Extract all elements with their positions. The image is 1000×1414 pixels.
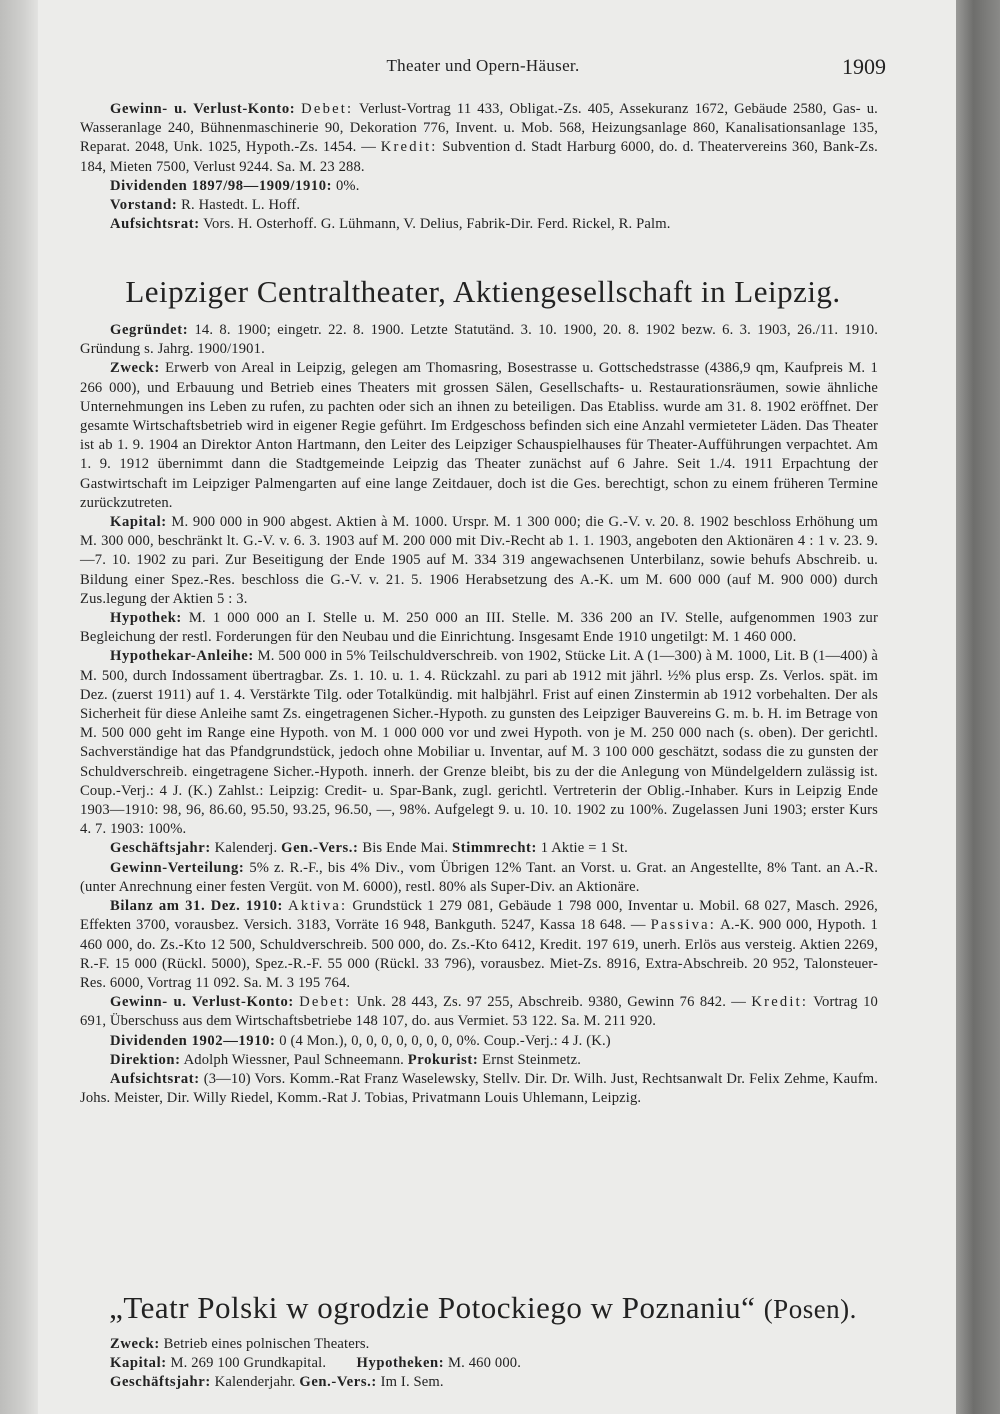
- geschaeftsjahr-3-text: Kalenderjahr.: [214, 1374, 296, 1391]
- company-heading-poznan: [80, 1290, 886, 1326]
- aufsichtsrat-paragraph: [80, 215, 878, 234]
- zweck-3-text: Betrieb eines polnischen Theaters.: [163, 1336, 370, 1352]
- kredit-2-label: Kredit:: [751, 994, 809, 1011]
- company-heading-leipzig: Leipziger Centraltheater, Aktiengesellschaft in Leipzig.: [125, 274, 841, 309]
- prokurist-label: Prokurist:: [407, 1051, 479, 1068]
- geschaeftsjahr-3-label: Geschäftsjahr:: [110, 1374, 211, 1391]
- entry-continuation: [80, 100, 878, 234]
- dividenden-2-paragraph: [80, 1032, 878, 1051]
- direktion-label: Direktion:: [110, 1051, 181, 1068]
- debet-2-text: Unk. 28 443, Zs. 97 255, Abschreib. 9380, Gewinn 76 842. —: [356, 994, 747, 1011]
- hypotheken-3-label: Hypotheken:: [356, 1355, 445, 1372]
- zweck-text: Erwerb von Areal in Leipzig, gelegen am Thomasring, Bosestrasse u. Gottschedstrasse (4386,9 qm, Kaufpreis M. 1 266 000), und Erbauung und Betrieb eines Theaters mit grossen Sälen, Gesellschafts- u. Restaurationsräumen, sowie ähnliche Unternehmungen ins Leben zu rufen, zu pachten oder sich an ihnen zu beteiligen. Das Etabliss. wurde am 31. 8. 1902 eröffnet. Der gesamte Wirtschaftsbetrieb wird in eigener Regie geführt. Im Erdgeschoss befinden sich eine Anzahl vermieteter Läden. Das Theater ist ab 1. 9. 1904 an Direktor Anton Hartmann, den Leiter des Leipziger Schauspielhauses für Theater-Aufführungen verpachtet. Am 1. 9. 1912 übernimmt dann die Stadtgemeinde Leipzig das Theater zunächst auf 6 Jahre. Seit 1./4. 1911 Erpachtung der Gastwirtschaft im Leipziger Palmengarten auf eine lange Zeitdauer, doch ist die Ges. berechtigt, schon zu einem früheren Termine zurückzutreten.: [80, 360, 878, 511]
- gewinn-verlust-paragraph: [80, 100, 878, 177]
- zweck-3-label: Zweck:: [110, 1336, 160, 1352]
- zweck-3-paragraph: [80, 1335, 878, 1354]
- dividenden-2-label: Dividenden 1902—1910:: [110, 1032, 276, 1049]
- heading-poznan-main: „Teatr Polski w ogrodzie Potockiego w Poznaniu“: [109, 1290, 756, 1325]
- vorstand-paragraph: [80, 196, 878, 215]
- aktiva-label: Aktiva:: [288, 898, 348, 915]
- zweck-label: Zweck:: [110, 360, 160, 377]
- passiva-label: Passiva:: [650, 917, 716, 934]
- zweck-paragraph: [80, 359, 878, 513]
- hypothek-label: Hypothek:: [110, 610, 182, 627]
- hypotheken-3-text: M. 460 000.: [448, 1355, 522, 1372]
- aufsichtsrat-2-text: (3—10) Vors. Komm.-Rat Franz Waselewsky, Stellv. Dir. Dr. Wilh. Just, Rechtsanwalt Dr. Felix Zehme, Kaufm. Johs. Meister, Dir. Willy Riedel, Komm.-Rat J. Tobias, Privatmann Louis Uhlemann, Leipzig.: [80, 1070, 878, 1107]
- page-number: 1909: [842, 54, 886, 79]
- dividenden-2-text: 0 (4 Mon.), 0, 0, 0, 0, 0, 0, 0, 0%. Coup.-Verj.: 4 J. (K.): [279, 1032, 611, 1049]
- kredit-label: Kredit:: [380, 139, 438, 156]
- scan-margin-left: [0, 0, 38, 1414]
- passiva-text: A.-K. 900 000, Hypoth. 1 460 000, do. Zs.-Kto 12 500, Schuldverschreib. 500 000, do. Zs.-Kto 6412, Kredit. 197 619, unerh. Erlös aus versteig. Aktien 2269, R.-F. 15 000 (Rückl. 5000), Spez.-R.-F. 55 000 (Rückl. 33 796), vorausbez. Miet-Zs. 8916, Extra-Abschreib. 20 952, Talonsteuer-Res. 6000, Vortrag 11 092. Sa. M. 3 195 764.: [80, 917, 878, 991]
- genvers-label: Gen.-Vers.:: [281, 840, 359, 857]
- vorstand-label: Vorstand:: [110, 197, 178, 214]
- dividenden-paragraph: [80, 177, 878, 196]
- gewinn-verteilung-text: 5% z. R.-F., bis 4% Div., vom Übrigen 12% Tant. an Vorst. u. Grat. an Angestellte, 8% Tant. an A.-R. (unter Anrechnung einer festen Vergüt. von M. 6000), restl. 80% als Super-Div. an Aktionäre.: [80, 859, 878, 895]
- gegruendet-label: Gegründet:: [110, 322, 189, 338]
- aktiva-text: Grundstück 1 279 081, Gebäude 1 798 000, Inventar u. Mobil. 68 027, Masch. 2926, Effekten 3700, vorausbez. Versich. 3183, Vorräte 16 948, Bankguth. 5247, Kassa 18 648. —: [80, 898, 878, 934]
- running-title: Theater und Opern-Häuser.: [386, 56, 580, 75]
- genvers-text: Bis Ende Mai.: [362, 840, 449, 857]
- geschaeftsjahr-3-paragraph: [80, 1373, 878, 1392]
- gegruendet-text: 14. 8. 1900; eingetr. 22. 8. 1900. Letzte Statutänd. 3. 10. 1900, 20. 8. 1902 bezw. 6. 3. 1903, 26./11. 1910. Gründung s. Jahrg. 1900/1901.: [80, 322, 878, 358]
- gewinn-verlust-2-paragraph: [80, 993, 878, 1031]
- gewinn-verteilung-label: Gewinn-Verteilung:: [110, 859, 245, 876]
- kapital-3-text: M. 269 100 Grundkapital.: [170, 1355, 327, 1372]
- hypothek-text: M. 1 000 000 an I. Stelle u. M. 250 000 an III. Stelle. M. 336 200 an IV. Stelle, aufgenommen 1903 zur Begleichung der restl. Forderungen für den Neubau und die Einrichtung. Insgesamt Ende 1910 ungetilgt: M. 1 460 000.: [80, 610, 878, 646]
- debet-label: Debet:: [301, 101, 354, 117]
- direktion-paragraph: [80, 1051, 878, 1070]
- geschaeftsjahr-text: Kalenderj.: [214, 840, 278, 857]
- scan-margin-right: [956, 0, 1000, 1414]
- geschaeftsjahr-label: Geschäftsjahr:: [110, 840, 211, 857]
- gewinn-verlust-label: Gewinn- u. Verlust-Konto:: [110, 101, 296, 117]
- bilanz-label: Bilanz am 31. Dez. 1910:: [110, 898, 283, 915]
- dividenden-text: 0%.: [335, 177, 360, 194]
- heading-poznan-tail: (Posen).: [763, 1294, 857, 1324]
- direktion-text: Adolph Wiessner, Paul Schneemann.: [183, 1051, 404, 1068]
- kapital-text: M. 900 000 in 900 abgest. Aktien à M. 1000. Urspr. M. 1 300 000; die G.-V. v. 20. 8. 1902 beschloss Erhöhung um M. 300 000, beschränkt lt. G.-V. v. 6. 3. 1903 auf M. 200 000 mit Div.-Recht ab 1. 1. 1903, angeboten den Aktionären 4 : 1 v. 23. 9.—7. 10. 1902 zu pari. Zur Beseitigung der Ende 1905 auf M. 334 319 angewachsenen Unterbilanz, sowie behufs Abschreib. u. Bildung einer Spez.-Res. beschloss die G.-V. v. 21. 5. 1906 Herabsetzung des A.-K. um M. 600 000 (auf M. 900 000) durch Zus.legung der Aktien 5 : 3.: [80, 514, 878, 607]
- hypothek-paragraph: [80, 609, 878, 647]
- stimmrecht-label: Stimmrecht:: [452, 840, 537, 857]
- kredit-text: Subvention d. Stadt Harburg 6000, do. d. Theatervereins 360, Bank-Zs. 184, Mieten 7500, Verlust 9244. Sa. M. 23 288.: [80, 139, 878, 175]
- aufsichtsrat-label: Aufsichtsrat:: [110, 216, 200, 233]
- anleihe-text: M. 500 000 in 5% Teilschuldverschreib. von 1902, Stücke Lit. A (1—300) à M. 1000, Lit. B (1—400) à M. 500, durch Indossament übertragbar. Zs. 1. 10. u. 1. 4. Rückzahl. zu pari ab 1912 mit jährl. ½% plus ersp. Zs. Verlos. spät. im Dez. (zuerst 1911) auf 1. 4. Verstärkte Tilg. oder Totalkündig. mit halbjährl. Frist auf einen Zinstermin ab 1912 vorbehalten. Der als Sicherheit für diese Anleihe samt Zs. eingetragenen Sicher.-Hypoth. zu gunsten des Leipziger Bauvereins G. m. b. H. im Betrage von M. 500 000 geht im Range eine Hypoth. von M. 1 000 000 vor und zwei Hypoth. von je M. 250 000 nach (s. oben). Der gerichtl. Sachverständige hat das Pfandgrundstück, jedoch ohne Mobiliar u. Inventar, auf M. 3 100 000 geschätzt, sodass die zu gunsten der Schuldverschreib. eingetragene Sicher.-Hypoth. innerh. der Grenze bleibt, bis zu der die Anlegung von Mündelgeldern zulässig ist. Coup.-Verj.: 4 J. (K.) Zahlst.: Leipzig: Credit- u. Spar-Bank, zugl. gerichtl. Vertreterin der Oblig.-Inhaber. Kurs in Leipzig Ende 1903—1910: 98, 96, 86.60, 95.50, 93.25, 96.50, —, 98%. Aufgelegt 9. u. 10. 10. 1902 zu 100%. Zugelassen Juni 1903; erster Kurs 4. 7. 1903: 100%.: [80, 648, 878, 838]
- debet-2-label: Debet:: [299, 994, 352, 1011]
- kapital-3-paragraph: [80, 1354, 878, 1373]
- gewinn-verlust-2-label: Gewinn- u. Verlust-Konto:: [110, 994, 294, 1011]
- stimmrecht-text: 1 Aktie = 1 St.: [540, 840, 628, 857]
- dividenden-label: Dividenden 1897/98—1909/1910:: [110, 177, 333, 194]
- anleihe-label: Hypothekar-Anleihe:: [110, 648, 254, 665]
- entry-leipzig: [80, 321, 878, 1108]
- kapital-3-label: Kapital:: [110, 1355, 167, 1372]
- debet-text: Verlust-Vortrag 11 433, Obligat.-Zs. 405, Assekuranz 1672, Gebäude 2580, Gas- u. Wasseranlage 240, Bühnenmaschinerie 90, Dekoration 776, Invent. u. Mob. 568, Heizungsanlage 860, Kanalisationsanlage 135, Reparat. 2048, Unk. 1025, Hypoth.-Zs. 1454. —: [80, 101, 878, 156]
- geschaeftsjahr-paragraph: [80, 839, 878, 858]
- aufsichtsrat-2-label: Aufsichtsrat:: [110, 1070, 200, 1087]
- anleihe-paragraph: [80, 647, 878, 839]
- kapital-label: Kapital:: [110, 514, 167, 531]
- gegruendet-paragraph: [80, 321, 878, 359]
- genvers-3-text: Im I. Sem.: [380, 1374, 444, 1391]
- kapital-paragraph: [80, 513, 878, 609]
- bilanz-paragraph: [80, 897, 878, 993]
- running-header: [80, 56, 886, 86]
- genvers-3-label: Gen.-Vers.:: [299, 1374, 377, 1391]
- vorstand-text: R. Hastedt. L. Hoff.: [181, 197, 301, 214]
- gewinn-verteilung-paragraph: [80, 859, 878, 897]
- kredit-2-text: Vortrag 10 691, Überschuss aus dem Wirtschaftsbetriebe 148 107, do. aus Vermiet. 53 122. Sa. M. 211 920.: [80, 994, 878, 1030]
- aufsichtsrat-2-paragraph: [80, 1070, 878, 1108]
- entry-poznan: [80, 1335, 878, 1393]
- aufsichtsrat-text: Vors. H. Osterhoff. G. Lühmann, V. Delius, Fabrik-Dir. Ferd. Rickel, R. Palm.: [203, 216, 671, 233]
- prokurist-text: Ernst Steinmetz.: [482, 1051, 582, 1068]
